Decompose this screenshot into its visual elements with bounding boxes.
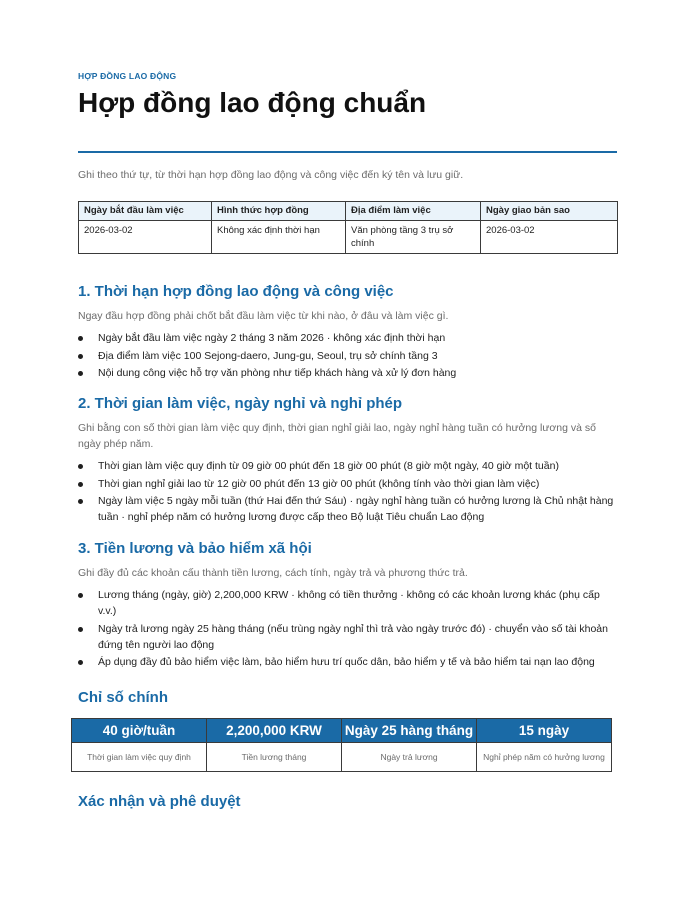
kpi-table	[71, 718, 612, 772]
section-lede: Ghi bằng con số thời gian làm việc quy định, thời gian nghỉ giải lao, ngày nghỉ hàng tuần có hưởng lương và số ngày phép năm.	[78, 422, 596, 450]
table-header-row	[79, 202, 618, 221]
kpi-label-row	[72, 743, 612, 772]
section-heading: Chỉ số chính	[78, 689, 168, 706]
section-heading: 3. Tiền lương và bảo hiểm xã hội	[78, 540, 312, 557]
section-heading: 2. Thời gian làm việc, ngày nghỉ và nghỉ phép	[78, 395, 403, 412]
document-intro: Ghi theo thứ tự, từ thời hạn hợp đồng lao động và công việc đến ký tên và lưu giữ.	[78, 169, 464, 181]
section-approval	[78, 793, 618, 810]
section-lede: Ghi đầy đủ các khoản cấu thành tiền lương, cách tính, ngày trả và phương thức trả.	[78, 567, 468, 579]
section-term-and-duties	[78, 283, 618, 383]
list-item: Địa điểm làm việc 100 Sejong-daero, Jung-gu, Seoul, trụ sở chính tầng 3	[78, 348, 618, 364]
table-row	[79, 221, 618, 254]
section-lede: Ngay đầu hợp đồng phải chốt bắt đầu làm việc từ khi nào, ở đâu và làm việc gì.	[78, 310, 449, 322]
list-item: Thời gian làm việc quy định từ 09 giờ 00 phút đến 18 giờ 00 phút (8 giờ một ngày, 40 giờ một tuần)	[78, 458, 618, 474]
section-kpis	[78, 689, 618, 706]
bullet-list	[78, 587, 618, 670]
table-cell: Không xác định thời hạn	[212, 221, 346, 254]
section-working-hours	[78, 395, 618, 527]
kpi-label: Nghỉ phép năm có hưởng lương	[477, 743, 612, 772]
kpi-label: Tiền lương tháng	[207, 743, 342, 772]
section-wages-insurance	[78, 540, 618, 672]
kpi-value-row	[72, 719, 612, 743]
kpi-value: Ngày 25 hàng tháng	[342, 719, 477, 743]
bullet-list	[78, 458, 618, 525]
section-heading: 1. Thời hạn hợp đồng lao động và công việc	[78, 283, 394, 300]
table-cell: Văn phòng tầng 3 trụ sở chính	[346, 221, 481, 254]
list-item: Ngày trả lương ngày 25 hàng tháng (nếu trùng ngày nghỉ thì trả vào ngày trước đó) · chuyển vào số tài khoản đứng tên người lao động	[78, 621, 618, 653]
kpi-value: 2,200,000 KRW	[207, 719, 342, 743]
kpi-value: 15 ngày	[477, 719, 612, 743]
table-header-cell: Địa điểm làm việc	[346, 202, 481, 221]
document-title: Hợp đồng lao động chuẩn	[78, 87, 427, 118]
list-item: Ngày làm việc 5 ngày mỗi tuần (thứ Hai đến thứ Sáu) · ngày nghỉ hàng tuần có hưởng lương là Chủ nhật hàng tuần · nghỉ phép năm có hưởng lương được cấp theo Bộ luật Tiêu chuẩn Lao động	[78, 493, 618, 525]
document-eyebrow: HỢP ĐỒNG LAO ĐỘNG	[78, 71, 177, 81]
list-item: Nội dung công việc hỗ trợ văn phòng như tiếp khách hàng và xử lý đơn hàng	[78, 365, 618, 381]
list-item: Áp dụng đầy đủ bảo hiểm việc làm, bảo hiểm hưu trí quốc dân, bảo hiểm y tế và bảo hiểm tai nạn lao động	[78, 654, 618, 670]
kpi-label: Ngày trả lương	[342, 743, 477, 772]
table-cell: 2026-03-02	[481, 221, 618, 254]
table-cell: 2026-03-02	[79, 221, 212, 254]
list-item: Thời gian nghỉ giải lao từ 12 giờ 00 phút đến 13 giờ 00 phút (không tính vào thời gian làm việc)	[78, 476, 618, 492]
title-divider	[78, 151, 617, 153]
table-header-cell: Ngày bắt đầu làm việc	[79, 202, 212, 221]
contract-meta-table	[78, 201, 618, 254]
table-header-cell: Ngày giao bản sao	[481, 202, 618, 221]
kpi-value: 40 giờ/tuần	[72, 719, 207, 743]
section-heading: Xác nhận và phê duyệt	[78, 793, 241, 810]
table-header-cell: Hình thức hợp đồng	[212, 202, 346, 221]
list-item: Ngày bắt đầu làm việc ngày 2 tháng 3 năm 2026 · không xác định thời hạn	[78, 330, 618, 346]
list-item: Lương tháng (ngày, giờ) 2,200,000 KRW · không có tiền thưởng · không có các khoản lương khác (phụ cấp v.v.)	[78, 587, 618, 619]
bullet-list	[78, 330, 618, 381]
kpi-label: Thời gian làm việc quy định	[72, 743, 207, 772]
